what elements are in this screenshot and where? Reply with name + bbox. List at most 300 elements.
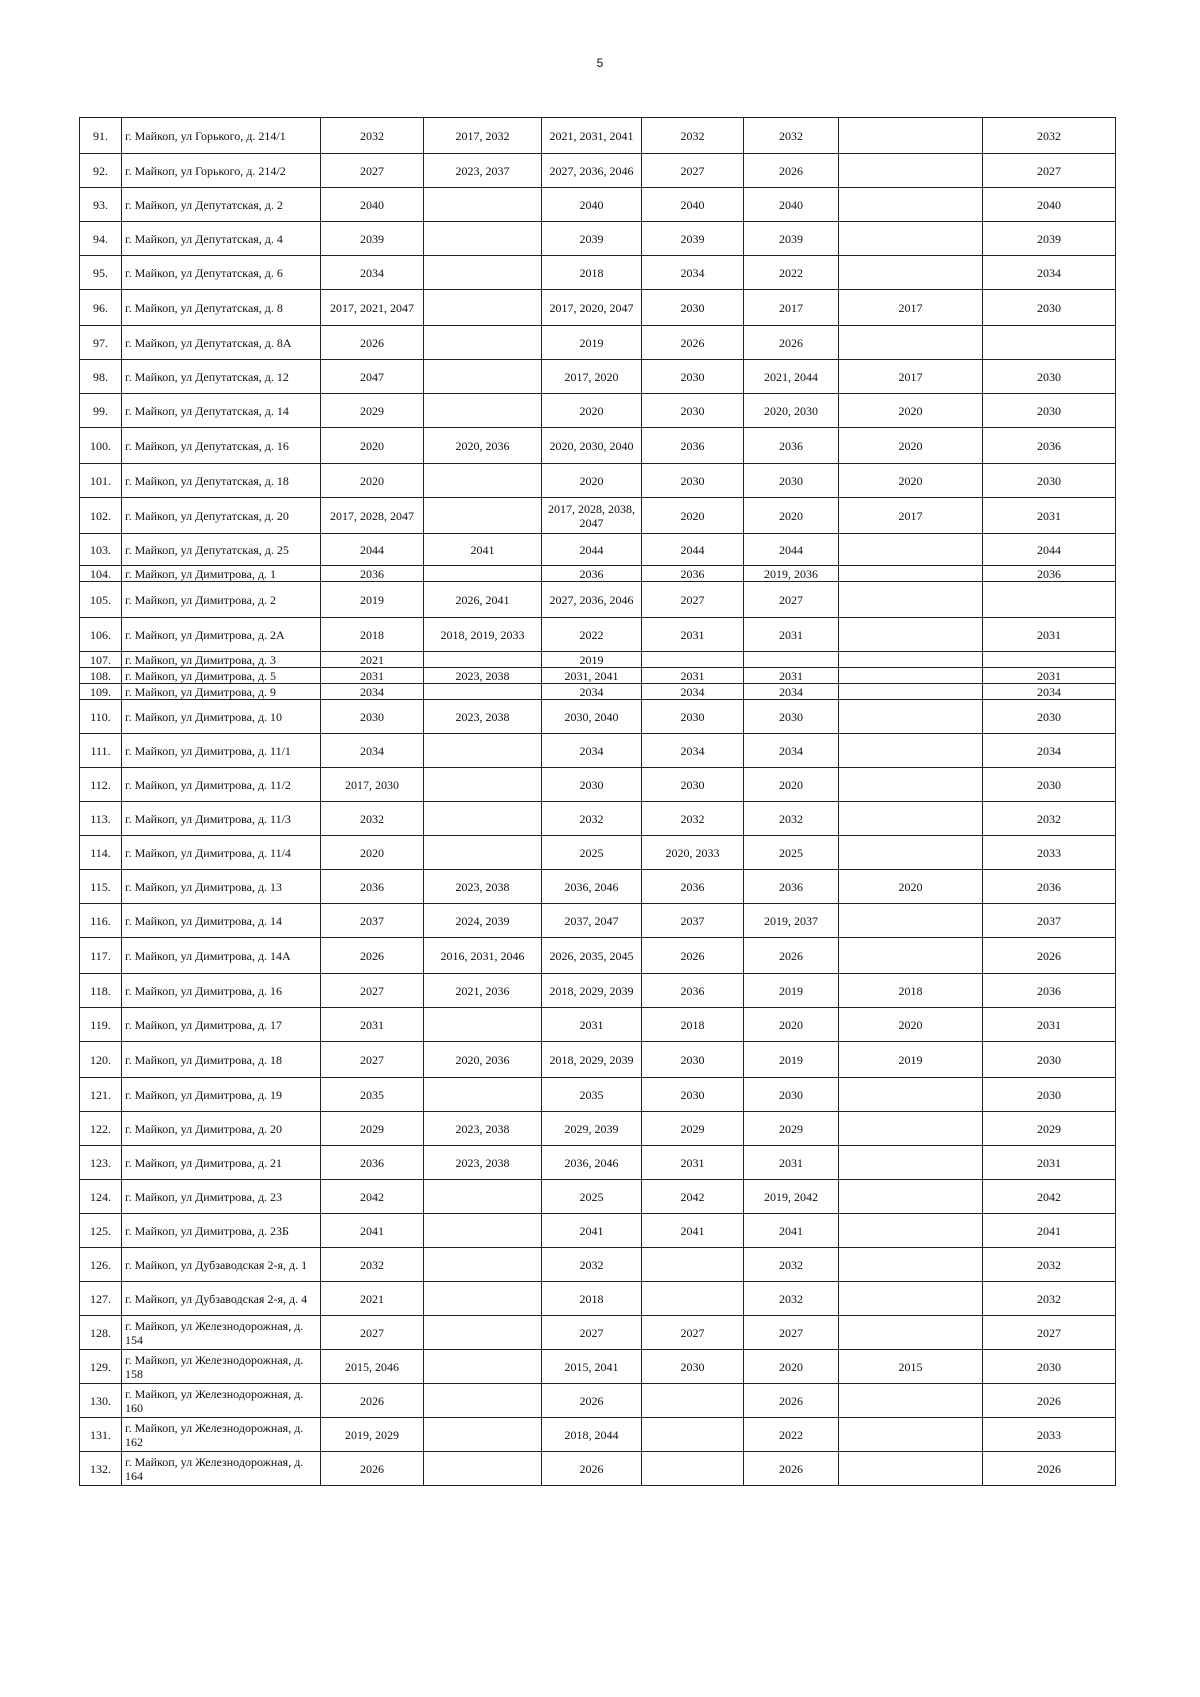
year-cell-c4: 2030 (642, 464, 744, 498)
year-cell-c4 (642, 1418, 744, 1452)
year-cell-c2 (424, 734, 542, 768)
row-number-cell: 113. (80, 802, 122, 836)
address-cell: г. Майкоп, ул Горького, д. 214/2 (122, 154, 321, 188)
year-cell-c1: 2034 (321, 684, 424, 700)
table-row (80, 498, 1116, 534)
year-cell-c5: 2022 (744, 256, 839, 290)
address-cell: г. Майкоп, ул Димитрова, д. 2А (122, 618, 321, 652)
year-cell-c1: 2031 (321, 668, 424, 684)
year-cell-c4: 2031 (642, 1146, 744, 1180)
year-cell-c7: 2041 (983, 1214, 1116, 1248)
year-cell-c2 (424, 394, 542, 428)
year-cell-c1: 2026 (321, 1452, 424, 1486)
table-row (80, 188, 1116, 222)
address-cell: г. Майкоп, ул Димитрова, д. 9 (122, 684, 321, 700)
year-cell-c6: 2020 (839, 870, 983, 904)
year-cell-c2 (424, 360, 542, 394)
address-cell: г. Майкоп, ул Депутатская, д. 2 (122, 188, 321, 222)
year-cell-c5: 2040 (744, 188, 839, 222)
year-cell-c7: 2030 (983, 700, 1116, 734)
year-cell-c7: 2034 (983, 684, 1116, 700)
year-cell-c1: 2030 (321, 700, 424, 734)
year-cell-c4: 2036 (642, 428, 744, 464)
year-cell-c1: 2032 (321, 802, 424, 836)
year-cell-c2: 2016, 2031, 2046 (424, 938, 542, 974)
year-cell-c6 (839, 1452, 983, 1486)
table-row (80, 360, 1116, 394)
year-cell-c2: 2021, 2036 (424, 974, 542, 1008)
year-cell-c6 (839, 1316, 983, 1350)
year-cell-c7: 2036 (983, 428, 1116, 464)
year-cell-c3: 2029, 2039 (542, 1112, 642, 1146)
address-cell: г. Майкоп, ул Димитрова, д. 11/4 (122, 836, 321, 870)
year-cell-c5: 2020 (744, 1350, 839, 1384)
year-cell-c5: 2029 (744, 1112, 839, 1146)
table-row (80, 684, 1116, 700)
year-cell-c7: 2033 (983, 836, 1116, 870)
year-cell-c5: 2025 (744, 836, 839, 870)
row-number-cell: 99. (80, 394, 122, 428)
address-cell: г. Майкоп, ул Депутатская, д. 12 (122, 360, 321, 394)
year-cell-c5: 2019, 2042 (744, 1180, 839, 1214)
year-cell-c1: 2021 (321, 1282, 424, 1316)
year-cell-c1: 2021 (321, 652, 424, 668)
year-cell-c6 (839, 1180, 983, 1214)
schedule-table (79, 117, 1116, 1486)
address-cell: г. Майкоп, ул Димитрова, д. 3 (122, 652, 321, 668)
address-cell: г. Майкоп, ул Железнодорожная, д. 158 (122, 1350, 321, 1384)
year-cell-c6 (839, 256, 983, 290)
year-cell-c3: 2036, 2046 (542, 1146, 642, 1180)
year-cell-c7: 2031 (983, 668, 1116, 684)
year-cell-c3: 2017, 2020 (542, 360, 642, 394)
year-cell-c5: 2019 (744, 1042, 839, 1078)
year-cell-c7: 2027 (983, 154, 1116, 188)
year-cell-c1: 2042 (321, 1180, 424, 1214)
year-cell-c7: 2027 (983, 1316, 1116, 1350)
year-cell-c7: 2042 (983, 1180, 1116, 1214)
year-cell-c4: 2040 (642, 188, 744, 222)
year-cell-c3: 2031 (542, 1008, 642, 1042)
table-row (80, 768, 1116, 802)
year-cell-c5: 2032 (744, 1282, 839, 1316)
address-cell: г. Майкоп, ул Железнодорожная, д. 160 (122, 1384, 321, 1418)
row-number-cell: 114. (80, 836, 122, 870)
row-number-cell: 129. (80, 1350, 122, 1384)
year-cell-c5: 2026 (744, 154, 839, 188)
year-cell-c5: 2020, 2030 (744, 394, 839, 428)
year-cell-c6 (839, 118, 983, 154)
table-row (80, 428, 1116, 464)
year-cell-c5: 2041 (744, 1214, 839, 1248)
year-cell-c3: 2037, 2047 (542, 904, 642, 938)
year-cell-c5: 2030 (744, 1078, 839, 1112)
year-cell-c1: 2026 (321, 1384, 424, 1418)
address-cell: г. Майкоп, ул Железнодорожная, д. 154 (122, 1316, 321, 1350)
year-cell-c2: 2041 (424, 534, 542, 566)
year-cell-c2: 2018, 2019, 2033 (424, 618, 542, 652)
year-cell-c2 (424, 768, 542, 802)
year-cell-c1: 2039 (321, 222, 424, 256)
year-cell-c6: 2017 (839, 290, 983, 326)
address-cell: г. Майкоп, ул Депутатская, д. 14 (122, 394, 321, 428)
address-cell: г. Майкоп, ул Димитрова, д. 1 (122, 566, 321, 582)
year-cell-c3: 2030 (542, 768, 642, 802)
year-cell-c6 (839, 188, 983, 222)
year-cell-c2: 2023, 2038 (424, 1146, 542, 1180)
year-cell-c3: 2019 (542, 652, 642, 668)
year-cell-c4 (642, 1248, 744, 1282)
year-cell-c1: 2020 (321, 464, 424, 498)
row-number-cell: 116. (80, 904, 122, 938)
year-cell-c1: 2015, 2046 (321, 1350, 424, 1384)
row-number-cell: 98. (80, 360, 122, 394)
year-cell-c7: 2034 (983, 734, 1116, 768)
year-cell-c1: 2017, 2028, 2047 (321, 498, 424, 534)
year-cell-c2 (424, 1248, 542, 1282)
year-cell-c2 (424, 566, 542, 582)
year-cell-c1: 2020 (321, 428, 424, 464)
year-cell-c5: 2031 (744, 618, 839, 652)
year-cell-c4 (642, 1282, 744, 1316)
year-cell-c6 (839, 904, 983, 938)
year-cell-c5: 2026 (744, 326, 839, 360)
year-cell-c2: 2024, 2039 (424, 904, 542, 938)
address-cell: г. Майкоп, ул Димитрова, д. 23Б (122, 1214, 321, 1248)
year-cell-c5: 2026 (744, 1452, 839, 1486)
year-cell-c5: 2022 (744, 1418, 839, 1452)
row-number-cell: 123. (80, 1146, 122, 1180)
year-cell-c2: 2020, 2036 (424, 428, 542, 464)
year-cell-c7: 2034 (983, 256, 1116, 290)
year-cell-c6 (839, 326, 983, 360)
year-cell-c1: 2019, 2029 (321, 1418, 424, 1452)
year-cell-c1: 2017, 2021, 2047 (321, 290, 424, 326)
year-cell-c3: 2017, 2028, 2038, 2047 (542, 498, 642, 534)
table-row (80, 1146, 1116, 1180)
year-cell-c3: 2019 (542, 326, 642, 360)
year-cell-c5: 2026 (744, 938, 839, 974)
year-cell-c2 (424, 1418, 542, 1452)
year-cell-c5: 2031 (744, 1146, 839, 1180)
row-number-cell: 124. (80, 1180, 122, 1214)
year-cell-c3: 2036, 2046 (542, 870, 642, 904)
year-cell-c4: 2031 (642, 618, 744, 652)
year-cell-c7: 2030 (983, 768, 1116, 802)
year-cell-c5: 2032 (744, 802, 839, 836)
year-cell-c6 (839, 566, 983, 582)
row-number-cell: 107. (80, 652, 122, 668)
year-cell-c3: 2020, 2030, 2040 (542, 428, 642, 464)
year-cell-c4: 2034 (642, 684, 744, 700)
row-number-cell: 127. (80, 1282, 122, 1316)
year-cell-c2 (424, 1078, 542, 1112)
year-cell-c1: 2018 (321, 618, 424, 652)
row-number-cell: 94. (80, 222, 122, 256)
year-cell-c4: 2029 (642, 1112, 744, 1146)
address-cell: г. Майкоп, ул Депутатская, д. 20 (122, 498, 321, 534)
address-cell: г. Майкоп, ул Димитрова, д. 13 (122, 870, 321, 904)
year-cell-c1: 2031 (321, 1008, 424, 1042)
year-cell-c7: 2030 (983, 1078, 1116, 1112)
table-row (80, 118, 1116, 154)
table-row (80, 566, 1116, 582)
year-cell-c7 (983, 652, 1116, 668)
year-cell-c2 (424, 256, 542, 290)
year-cell-c6 (839, 938, 983, 974)
row-number-cell: 131. (80, 1418, 122, 1452)
year-cell-c6: 2019 (839, 1042, 983, 1078)
year-cell-c1: 2037 (321, 904, 424, 938)
year-cell-c1: 2019 (321, 582, 424, 618)
year-cell-c3: 2044 (542, 534, 642, 566)
year-cell-c4: 2036 (642, 870, 744, 904)
year-cell-c4: 2030 (642, 1042, 744, 1078)
year-cell-c7: 2039 (983, 222, 1116, 256)
year-cell-c6 (839, 1078, 983, 1112)
address-cell: г. Майкоп, ул Димитрова, д. 5 (122, 668, 321, 684)
year-cell-c5: 2036 (744, 428, 839, 464)
table-row (80, 836, 1116, 870)
year-cell-c7: 2044 (983, 534, 1116, 566)
year-cell-c5: 2020 (744, 768, 839, 802)
table-row (80, 870, 1116, 904)
row-number-cell: 109. (80, 684, 122, 700)
table-row (80, 1078, 1116, 1112)
year-cell-c5: 2019 (744, 974, 839, 1008)
row-number-cell: 105. (80, 582, 122, 618)
year-cell-c1: 2036 (321, 1146, 424, 1180)
year-cell-c3: 2032 (542, 1248, 642, 1282)
year-cell-c3: 2017, 2020, 2047 (542, 290, 642, 326)
year-cell-c2 (424, 326, 542, 360)
address-cell: г. Майкоп, ул Депутатская, д. 25 (122, 534, 321, 566)
year-cell-c6: 2020 (839, 428, 983, 464)
address-cell: г. Майкоп, ул Димитрова, д. 16 (122, 974, 321, 1008)
year-cell-c4: 2034 (642, 734, 744, 768)
table-row (80, 1180, 1116, 1214)
address-cell: г. Майкоп, ул Димитрова, д. 2 (122, 582, 321, 618)
year-cell-c5 (744, 652, 839, 668)
table-row (80, 974, 1116, 1008)
address-cell: г. Майкоп, ул Депутатская, д. 4 (122, 222, 321, 256)
year-cell-c4: 2030 (642, 290, 744, 326)
year-cell-c3: 2025 (542, 1180, 642, 1214)
year-cell-c7: 2031 (983, 618, 1116, 652)
year-cell-c6 (839, 802, 983, 836)
year-cell-c4: 2036 (642, 566, 744, 582)
year-cell-c7: 2031 (983, 1146, 1116, 1180)
year-cell-c5: 2026 (744, 1384, 839, 1418)
row-number-cell: 110. (80, 700, 122, 734)
year-cell-c4: 2042 (642, 1180, 744, 1214)
year-cell-c2 (424, 498, 542, 534)
year-cell-c2 (424, 684, 542, 700)
year-cell-c5: 2034 (744, 684, 839, 700)
year-cell-c5: 2021, 2044 (744, 360, 839, 394)
year-cell-c4 (642, 652, 744, 668)
year-cell-c6: 2020 (839, 464, 983, 498)
row-number-cell: 125. (80, 1214, 122, 1248)
row-number-cell: 101. (80, 464, 122, 498)
year-cell-c7: 2026 (983, 1452, 1116, 1486)
year-cell-c5: 2019, 2037 (744, 904, 839, 938)
row-number-cell: 122. (80, 1112, 122, 1146)
year-cell-c1: 2026 (321, 938, 424, 974)
row-number-cell: 118. (80, 974, 122, 1008)
year-cell-c6 (839, 768, 983, 802)
table-row (80, 734, 1116, 768)
year-cell-c5: 2017 (744, 290, 839, 326)
year-cell-c6 (839, 734, 983, 768)
year-cell-c6 (839, 1418, 983, 1452)
year-cell-c5: 2032 (744, 118, 839, 154)
year-cell-c1: 2032 (321, 118, 424, 154)
row-number-cell: 106. (80, 618, 122, 652)
address-cell: г. Майкоп, ул Депутатская, д. 8 (122, 290, 321, 326)
year-cell-c7: 2030 (983, 290, 1116, 326)
address-cell: г. Майкоп, ул Железнодорожная, д. 162 (122, 1418, 321, 1452)
address-cell: г. Майкоп, ул Димитрова, д. 21 (122, 1146, 321, 1180)
year-cell-c4: 2027 (642, 582, 744, 618)
year-cell-c3: 2035 (542, 1078, 642, 1112)
year-cell-c3: 2022 (542, 618, 642, 652)
year-cell-c1: 2034 (321, 256, 424, 290)
year-cell-c1: 2034 (321, 734, 424, 768)
year-cell-c3: 2034 (542, 734, 642, 768)
table-row (80, 668, 1116, 684)
year-cell-c7: 2030 (983, 1042, 1116, 1078)
year-cell-c1: 2027 (321, 1042, 424, 1078)
year-cell-c4: 2030 (642, 394, 744, 428)
table-row (80, 652, 1116, 668)
year-cell-c6: 2020 (839, 394, 983, 428)
year-cell-c5: 2019, 2036 (744, 566, 839, 582)
year-cell-c6 (839, 1282, 983, 1316)
year-cell-c2: 2023, 2038 (424, 700, 542, 734)
year-cell-c4: 2020, 2033 (642, 836, 744, 870)
year-cell-c7: 2029 (983, 1112, 1116, 1146)
year-cell-c2: 2023, 2037 (424, 154, 542, 188)
year-cell-c2: 2023, 2038 (424, 668, 542, 684)
address-cell: г. Майкоп, ул Димитрова, д. 19 (122, 1078, 321, 1112)
table-row (80, 1350, 1116, 1384)
year-cell-c2 (424, 1350, 542, 1384)
year-cell-c6: 2017 (839, 498, 983, 534)
address-cell: г. Майкоп, ул Димитрова, д. 18 (122, 1042, 321, 1078)
year-cell-c1: 2036 (321, 566, 424, 582)
year-cell-c4: 2031 (642, 668, 744, 684)
table-row (80, 256, 1116, 290)
table-row (80, 1384, 1116, 1418)
year-cell-c7: 2036 (983, 870, 1116, 904)
address-cell: г. Майкоп, ул Димитрова, д. 17 (122, 1008, 321, 1042)
year-cell-c2 (424, 464, 542, 498)
year-cell-c1: 2047 (321, 360, 424, 394)
row-number-cell: 95. (80, 256, 122, 290)
year-cell-c7: 2036 (983, 566, 1116, 582)
year-cell-c1: 2026 (321, 326, 424, 360)
table-row (80, 1214, 1116, 1248)
table-body (80, 118, 1116, 1486)
year-cell-c2 (424, 1180, 542, 1214)
year-cell-c5: 2044 (744, 534, 839, 566)
table-row (80, 618, 1116, 652)
year-cell-c5: 2039 (744, 222, 839, 256)
year-cell-c1: 2017, 2030 (321, 768, 424, 802)
year-cell-c1: 2032 (321, 1248, 424, 1282)
year-cell-c1: 2020 (321, 836, 424, 870)
year-cell-c1: 2027 (321, 1316, 424, 1350)
year-cell-c3: 2039 (542, 222, 642, 256)
address-cell: г. Майкоп, ул Железнодорожная, д. 164 (122, 1452, 321, 1486)
year-cell-c5: 2030 (744, 700, 839, 734)
year-cell-c4: 2036 (642, 974, 744, 1008)
address-cell: г. Майкоп, ул Депутатская, д. 18 (122, 464, 321, 498)
year-cell-c6: 2020 (839, 1008, 983, 1042)
row-number-cell: 97. (80, 326, 122, 360)
year-cell-c4: 2026 (642, 938, 744, 974)
year-cell-c7: 2032 (983, 118, 1116, 154)
table-row (80, 534, 1116, 566)
year-cell-c4: 2020 (642, 498, 744, 534)
year-cell-c5: 2020 (744, 1008, 839, 1042)
year-cell-c6 (839, 1248, 983, 1282)
year-cell-c7: 2037 (983, 904, 1116, 938)
year-cell-c1: 2029 (321, 1112, 424, 1146)
table-row (80, 290, 1116, 326)
year-cell-c7: 2031 (983, 498, 1116, 534)
year-cell-c3: 2026 (542, 1452, 642, 1486)
year-cell-c2: 2023, 2038 (424, 870, 542, 904)
year-cell-c3: 2025 (542, 836, 642, 870)
table-row (80, 464, 1116, 498)
year-cell-c3: 2018 (542, 1282, 642, 1316)
row-number-cell: 115. (80, 870, 122, 904)
table-row (80, 222, 1116, 256)
year-cell-c1: 2041 (321, 1214, 424, 1248)
year-cell-c3: 2036 (542, 566, 642, 582)
year-cell-c3: 2027 (542, 1316, 642, 1350)
year-cell-c4: 2037 (642, 904, 744, 938)
year-cell-c3: 2027, 2036, 2046 (542, 582, 642, 618)
year-cell-c7: 2031 (983, 1008, 1116, 1042)
row-number-cell: 111. (80, 734, 122, 768)
table-row (80, 1042, 1116, 1078)
year-cell-c4: 2027 (642, 1316, 744, 1350)
year-cell-c7: 2026 (983, 938, 1116, 974)
year-cell-c6 (839, 222, 983, 256)
year-cell-c7: 2032 (983, 1248, 1116, 1282)
year-cell-c2 (424, 1384, 542, 1418)
year-cell-c3: 2026 (542, 1384, 642, 1418)
row-number-cell: 128. (80, 1316, 122, 1350)
year-cell-c2: 2026, 2041 (424, 582, 542, 618)
table-row (80, 938, 1116, 974)
address-cell: г. Майкоп, ул Димитрова, д. 14 (122, 904, 321, 938)
year-cell-c6 (839, 652, 983, 668)
table-row (80, 1418, 1116, 1452)
year-cell-c5: 2032 (744, 1248, 839, 1282)
year-cell-c2: 2023, 2038 (424, 1112, 542, 1146)
year-cell-c1: 2036 (321, 870, 424, 904)
year-cell-c4: 2030 (642, 360, 744, 394)
year-cell-c4: 2034 (642, 256, 744, 290)
row-number-cell: 96. (80, 290, 122, 326)
year-cell-c2 (424, 802, 542, 836)
year-cell-c6 (839, 618, 983, 652)
year-cell-c6 (839, 1146, 983, 1180)
